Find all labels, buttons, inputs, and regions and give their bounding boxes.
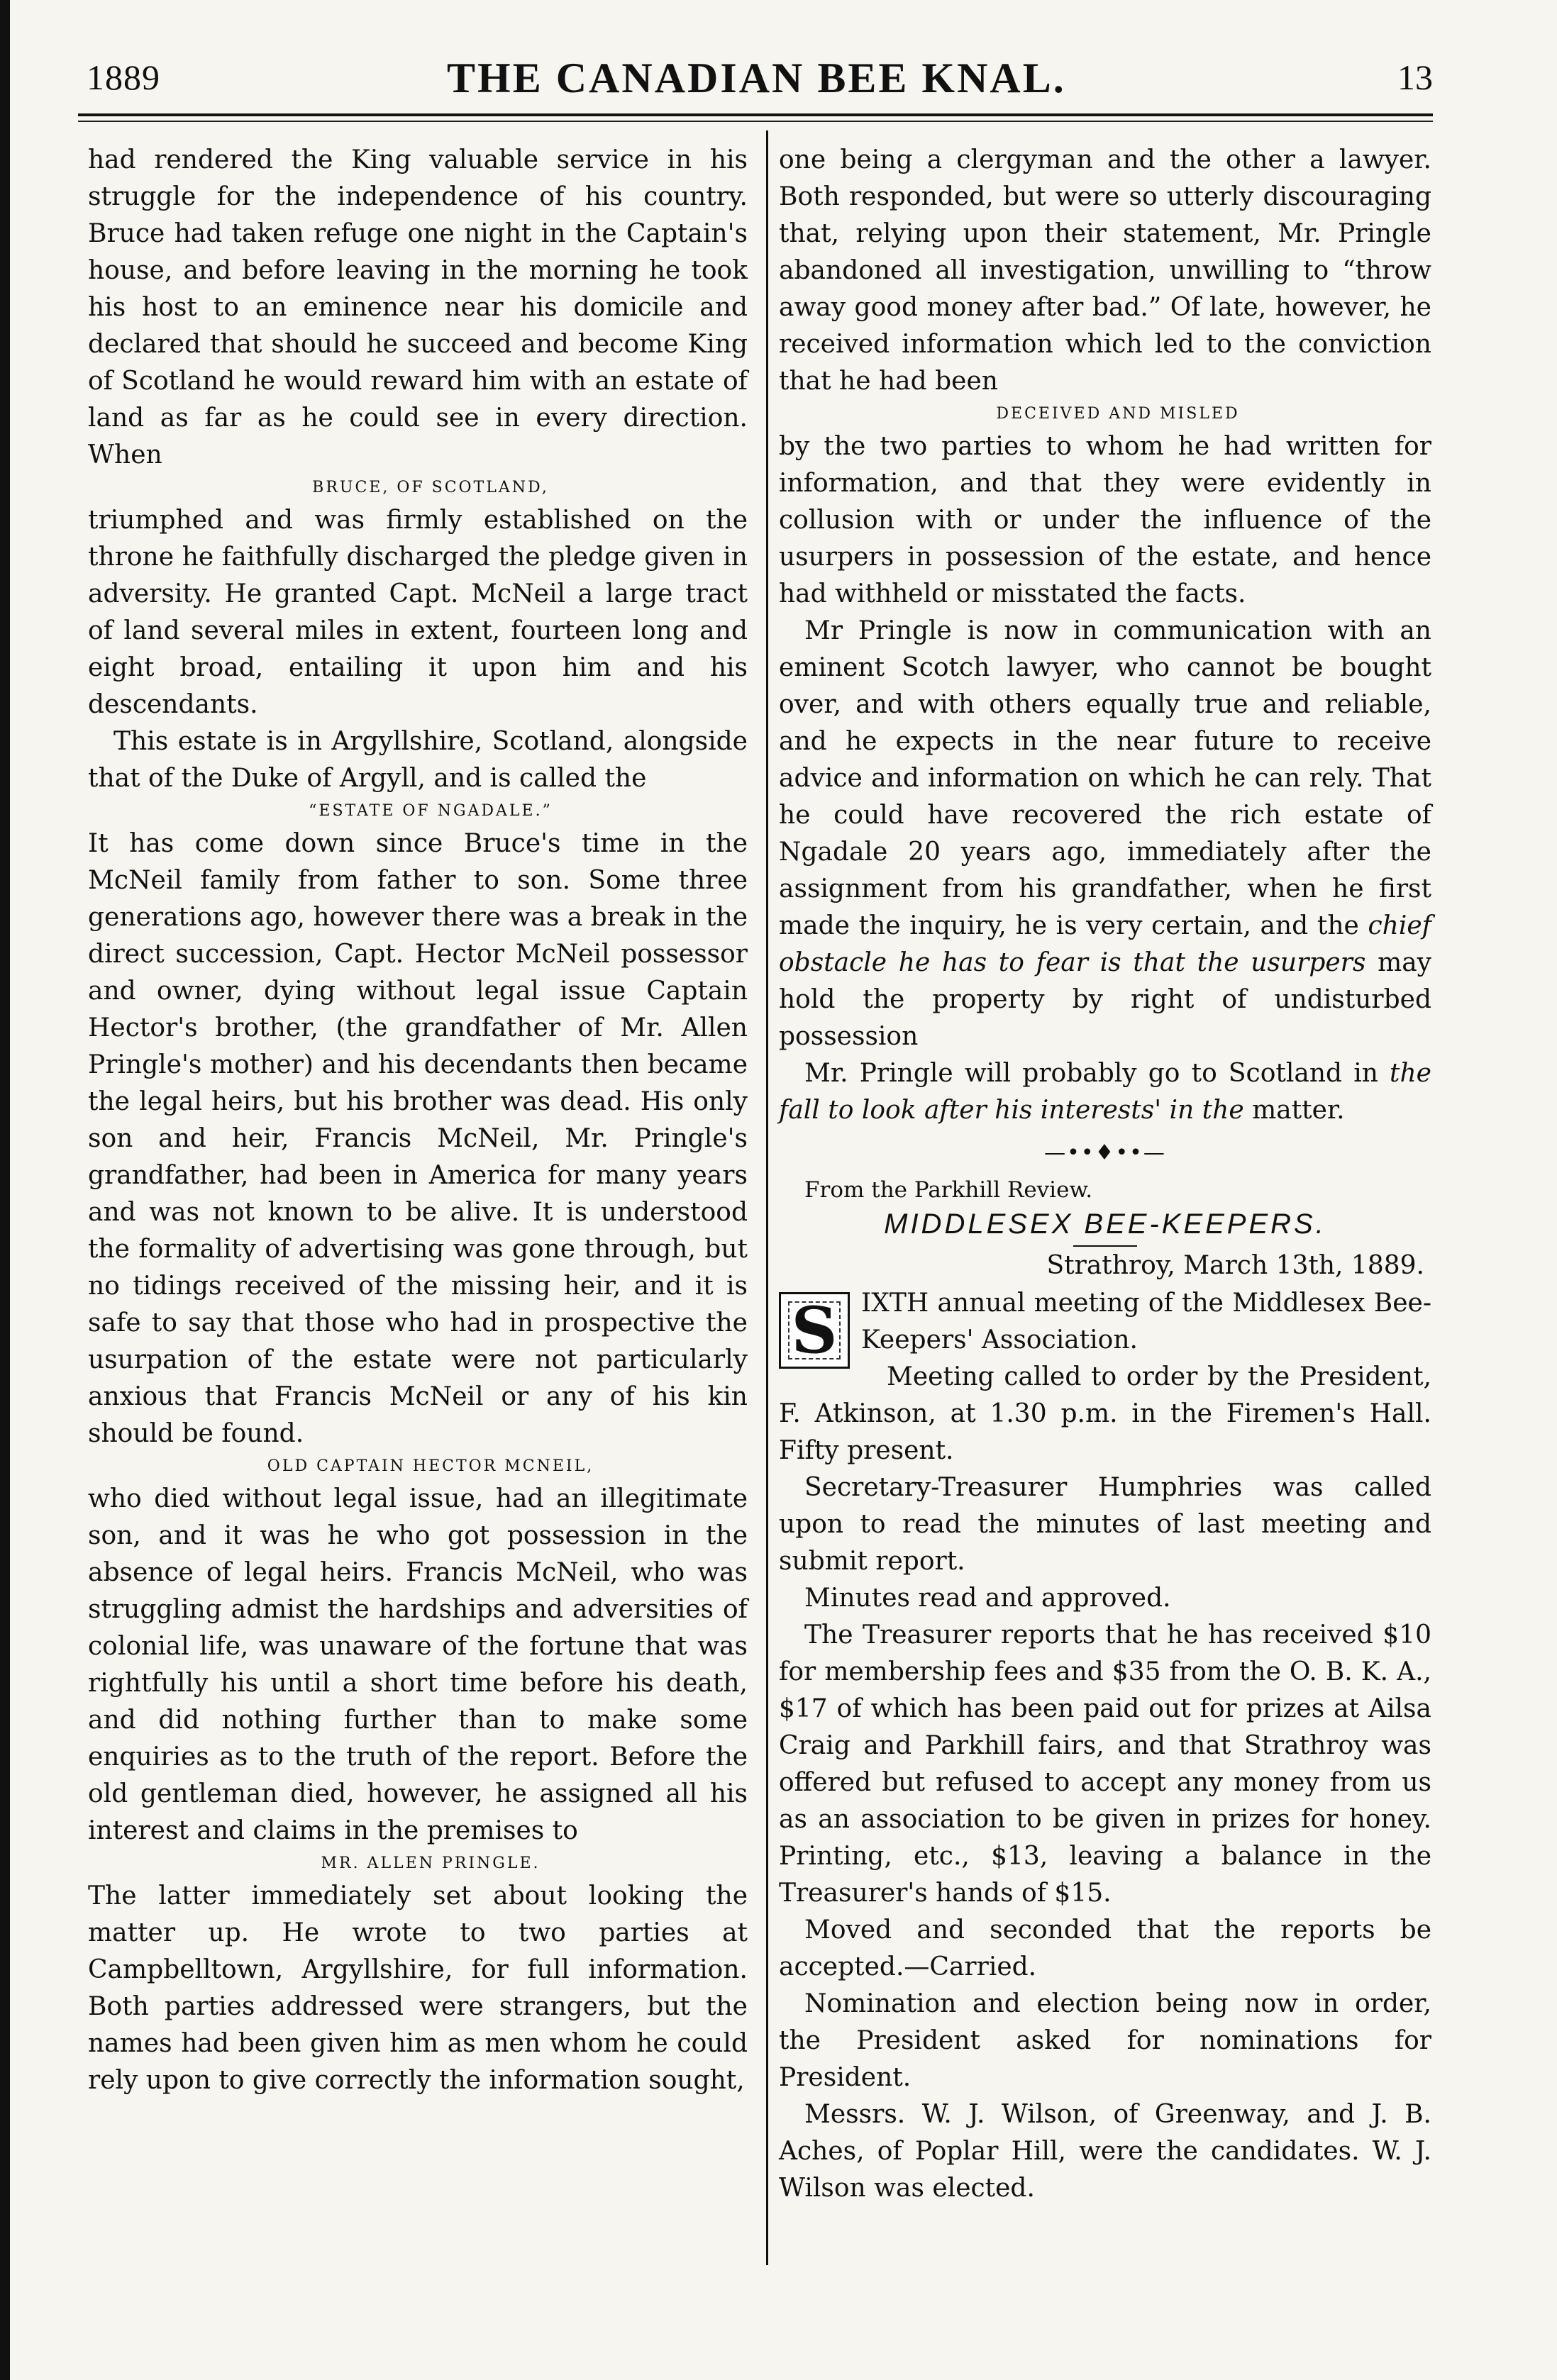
- left-paragraph-2: triumphed and was firmly established on the throne he faithfully discharged the pledge given in adversity. He granted Capt. McNeil a large tract of land several miles in extent, fourteen long and eight broad, entailing it upon him and his descendants.: [88, 506, 748, 719]
- drop-cap-glyph: S: [791, 1293, 838, 1368]
- left-paragraph-5: who died without legal issue, had an illegitimate son, and it was he who got possession in the absence of legal heirs. Francis McNeil, who was struggling admist the hardships and adversities of colonial life, was unaware of the fortune that was rightfully his until a short time before his death, and did nothing further than to make some enquiries as to the truth of the report. Before the old gentleman died, however, he assigned all his interest and claims in the premises to: [88, 1484, 748, 1845]
- article-title-text: MIDDLESEX BEE-KEEPERS.: [884, 1208, 1326, 1240]
- right-paragraph-4-end: matter.: [1252, 1096, 1345, 1125]
- dateline: Strathroy, March 13th, 1889.: [1046, 1251, 1424, 1280]
- left-column: [88, 142, 748, 2099]
- publication-title: THE CANADIAN BEE KNAL.: [447, 55, 1066, 101]
- right-paragraph-10: Moved and seconded that the reports be accepted.—Carried.: [779, 1915, 1431, 1981]
- left-paragraph-4: It has come down since Bruce's time in the McNeil family from father to son. Some three generations ago, however there was a break in the direct succession, Capt. Hector McNeil possessor and owner, dying without legal issue Captain Hector's brother, (the grandfather of Mr. Allen Pringle's mother) and his decendants then became the legal heirs, but his brother was dead. His only son and heir, Francis McNeil, Mr. Pringle's grandfather, had been in America for many years and was not known to be alive. It is understood the formality of advertising was gone through, but no tidings received of the missing heir, and it is safe to say that those who had in prospective the usurpation of the estate were not particularly anxious that Francis McNeil or any of his kin should be found.: [88, 829, 748, 1448]
- right-paragraph-11: Nomination and election being now in order, the President asked for nominations for President.: [779, 1989, 1431, 2092]
- left-paragraph-3: This estate is in Argyllshire, Scotland, alongside that of the Duke of Argyll, and is called the: [88, 727, 748, 793]
- right-paragraph-3-text: Mr Pringle is now in communication with an eminent Scotch lawyer, who cannot be bought over, and with others equally true and reliable, and he expects in the near future to receive advice and information on which he can rely. That he could have recovered the rich estate of Ngadale 20 years ago, immediately after the assignment from his grandfather, when he first made the inquiry, he is very certain, and the: [779, 616, 1431, 940]
- source-credit: From the Parkhill Review.: [804, 1177, 1093, 1203]
- page-number: 13: [1397, 57, 1433, 97]
- left-paragraph-1: had rendered the King valuable service in his struggle for the independence of his country. Bruce had taken refuge one night in the Captain's house, and before leaving in the morning he took his host to an eminence near his domicile and declared that should he succeed and become King of Scotland he would reward him with an estate of land as far as he could see in every direction. When: [88, 145, 748, 469]
- right-paragraph-3: [779, 613, 1431, 1055]
- page-header: [78, 54, 1433, 111]
- header-rule-thin: [78, 121, 1433, 122]
- right-column: [779, 142, 1431, 2207]
- article-title: [779, 1206, 1431, 1247]
- right-paragraph-4: [779, 1055, 1431, 1129]
- left-subheading-estate: “ESTATE OF NGADALE.”: [309, 802, 553, 820]
- right-paragraph-9: The Treasurer reports that he has received $10 for membership fees and $35 from the O. B. K. A., $17 of which has been paid out for prizes at Ailsa Craig and Parkhill fairs, and that Strathroy was offered but refused to accept any money from us as an association to be given in prizes for honey. Printing, etc., $13, leaving a balance in the Treasurer's hands of $15.: [779, 1620, 1431, 1908]
- right-paragraph-2: by the two parties to whom he had written for information, and that they were evidently in collusion with or under the influence of the usurpers in possession of the estate, and hence had withheld or misstated the facts.: [779, 432, 1431, 608]
- right-paragraph-7: Secretary-Treasurer Humphries was called upon to read the minutes of last meeting and submit report.: [779, 1473, 1431, 1576]
- right-paragraph-3-end: may hold the property by right of undisturbed possession: [779, 948, 1431, 1051]
- right-paragraph-4-italic: the fall to look after his interests' in the: [779, 1059, 1431, 1125]
- drop-cap-letter: [779, 1292, 850, 1369]
- page-edge-shadow: [0, 0, 10, 2380]
- header-year: 1889: [87, 57, 160, 97]
- section-ornament: —••♦••—: [1044, 1140, 1166, 1165]
- column-divider: [766, 130, 768, 2265]
- right-subheading-deceived: DECEIVED AND MISLED: [996, 405, 1240, 423]
- header-rule-thick: [78, 113, 1433, 116]
- left-subheading-pringle: MR. ALLEN PRINGLE.: [321, 1854, 541, 1872]
- left-subheading-hector: OLD CAPTAIN HECTOR MCNEIL,: [267, 1457, 594, 1475]
- left-subheading-bruce: BRUCE, OF SCOTLAND,: [312, 479, 549, 496]
- left-paragraph-6: The latter immediately set about looking the matter up. He wrote to two parties at Campbelltown, Argyllshire, for full information. Both parties addressed were strangers, but the names had been given him as men whom he could rely upon to give correctly the information sought,: [88, 1881, 748, 2095]
- right-paragraph-3-italic: chief obstacle he has to fear is that the usurpers: [779, 911, 1431, 977]
- right-paragraph-1: one being a clergyman and the other a lawyer. Both responded, but were so utterly discouraging that, relying upon their statement, Mr. Pringle abandoned all investigation, unwilling to “throw away good money after bad.” Of late, however, he received information which led to the conviction that he had been: [779, 145, 1431, 396]
- meeting-report-opening: [779, 1285, 1431, 1469]
- right-paragraph-6: Meeting called to order by the President, F. Atkinson, at 1.30 p.m. in the Firemen's Hall. Fifty present.: [779, 1362, 1431, 1465]
- right-paragraph-4-text: Mr. Pringle will probably go to Scotland in: [804, 1059, 1378, 1088]
- right-paragraph-12: Messrs. W. J. Wilson, of Greenway, and J. B. Aches, of Poplar Hill, were the candidates. W. J. Wilson was elected.: [779, 2100, 1431, 2203]
- right-paragraph-8: Minutes read and approved.: [804, 1584, 1171, 1613]
- right-paragraph-5: IXTH annual meeting of the Middlesex Bee-Keepers' Association.: [861, 1289, 1431, 1355]
